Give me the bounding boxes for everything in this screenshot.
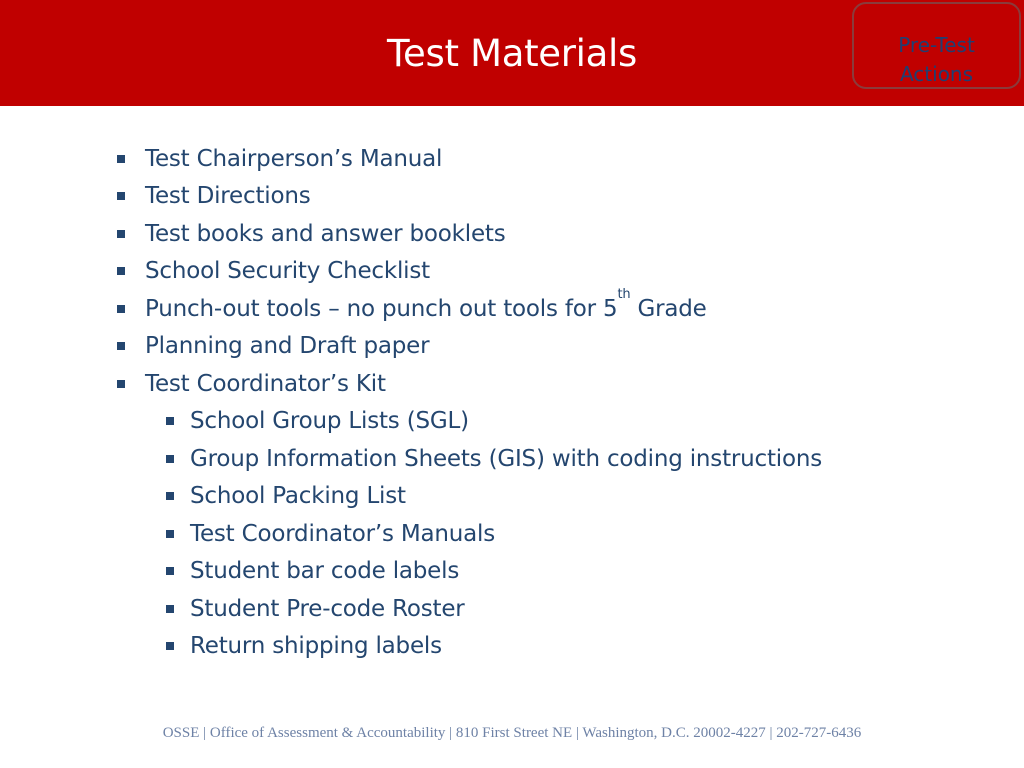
- square-bullet-icon: [117, 380, 125, 388]
- bullet-item-planning-and-draft-paper: [145, 331, 429, 361]
- sub-bullet-item-school-group-lists: [190, 406, 469, 436]
- sub-bullet-item-label: School Packing List: [190, 483, 406, 509]
- sub-bullet-item-label: Student Pre-code Roster: [190, 596, 465, 622]
- square-bullet-icon: [166, 530, 174, 538]
- bullet-item-test-coordinators-kit: [145, 369, 386, 399]
- square-bullet-icon: [117, 230, 125, 238]
- square-bullet-icon: [166, 642, 174, 650]
- bullet-item-test-directions: [145, 181, 311, 211]
- sub-bullet-item-label: Return shipping labels: [190, 633, 442, 659]
- square-bullet-icon: [117, 267, 125, 275]
- bullet-item-label: School Security Checklist: [145, 258, 430, 284]
- sub-bullet-item-label: Group Information Sheets (GIS) with coding instructions: [190, 446, 823, 472]
- slide-title: Test Materials: [386, 32, 637, 75]
- square-bullet-icon: [117, 155, 125, 163]
- bullet-item-label: Test Chairperson’s Manual: [145, 146, 443, 172]
- bullet-item-superscript: th: [617, 287, 631, 303]
- pre-test-actions-button[interactable]: [852, 2, 1021, 89]
- bullet-item-label: Test Directions: [145, 183, 311, 209]
- sub-bullet-item-school-packing-list: [190, 481, 406, 511]
- bullet-item-label: Test books and answer booklets: [145, 221, 506, 247]
- bullet-item-label: Test Coordinator’s Kit: [145, 371, 386, 397]
- slide-footer: OSSE | Office of Assessment & Accountability | 810 First Street NE | Washington, D.C. 20002-4227 | 202-727-6436: [162, 725, 862, 741]
- sub-bullet-item-test-coordinators-manuals: [190, 519, 495, 549]
- sub-bullet-item-label: Test Coordinator’s Manuals: [190, 521, 496, 547]
- sub-bullet-item-label: School Group Lists (SGL): [190, 408, 469, 434]
- bullet-item-label-main: Punch-out tools – no punch out tools for 5: [145, 296, 618, 322]
- bullet-item-punch-out-tools: [145, 287, 707, 324]
- square-bullet-icon: [117, 305, 125, 313]
- sub-bullet-item-label: Student bar code labels: [190, 558, 460, 584]
- pre-test-actions-label-line-2: Actions: [899, 62, 974, 86]
- square-bullet-icon: [117, 192, 125, 200]
- slide-header: [0, 0, 1024, 106]
- sub-bullet-item-student-bar-code-labels: [190, 556, 459, 586]
- bullet-item-label: Planning and Draft paper: [145, 333, 430, 359]
- pre-test-actions-label-line-1: Pre-Test: [898, 33, 975, 57]
- square-bullet-icon: [166, 567, 174, 575]
- bullet-item-test-books-and-answer-booklets: [145, 219, 506, 249]
- square-bullet-icon: [117, 342, 125, 350]
- sub-bullet-item-group-information-sheets: [190, 444, 822, 474]
- sub-bullet-item-return-shipping-labels: [190, 631, 442, 661]
- bullet-item-label-suffix: Grade: [630, 296, 707, 322]
- square-bullet-icon: [166, 417, 174, 425]
- square-bullet-icon: [166, 605, 174, 613]
- bullet-item-school-security-checklist: [145, 256, 430, 286]
- bullet-item-test-chairpersons-manual: [145, 144, 442, 174]
- sub-bullet-item-student-pre-code-roster: [190, 594, 465, 624]
- square-bullet-icon: [166, 492, 174, 500]
- square-bullet-icon: [166, 455, 174, 463]
